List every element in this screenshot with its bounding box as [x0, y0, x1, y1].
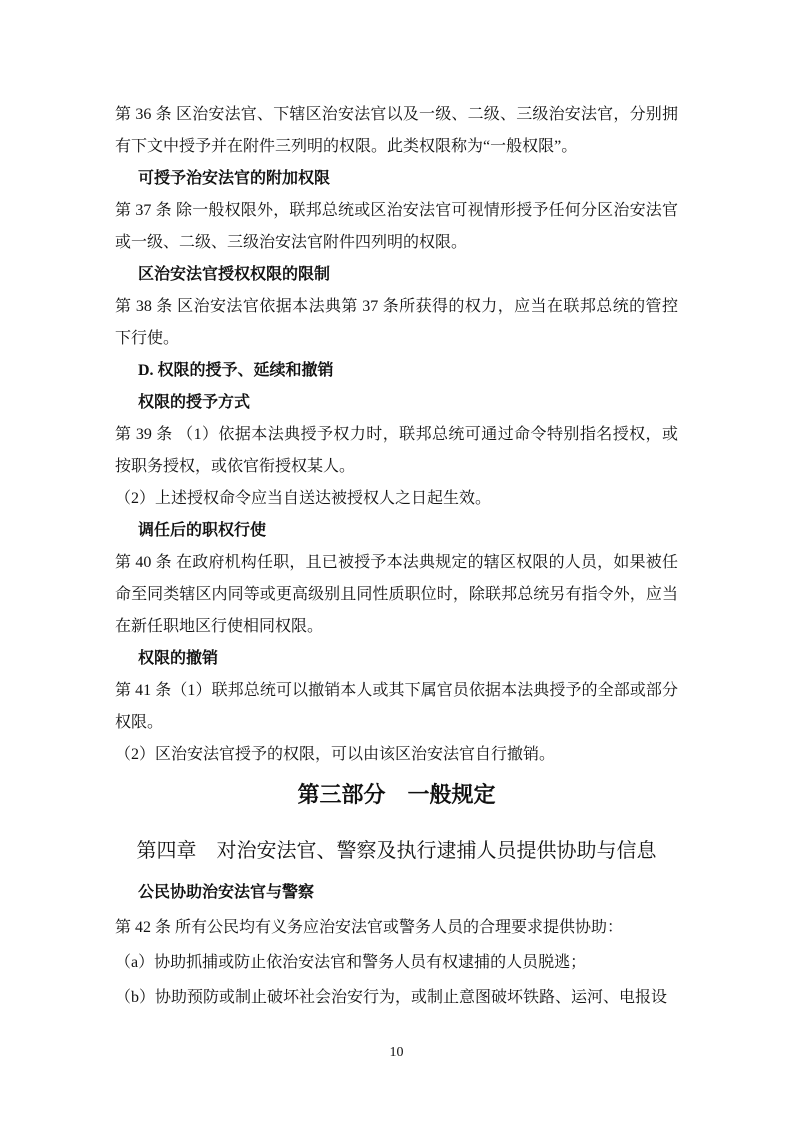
section-heading: 调任后的职权行使	[138, 522, 267, 539]
section-heading: 区治安法官授权权限的限制	[138, 266, 331, 283]
article-paragraph: （2）区治安法官授予的权限，可以由该区治安法官自行撤销。	[115, 746, 556, 763]
article-paragraph: （a）协助抓捕或防止依治安法官和警务人员有权逮捕的人员脱逃；	[115, 954, 587, 971]
section-heading: 可授予治安法官的附加权限	[138, 170, 331, 187]
page-footer	[0, 1044, 793, 1062]
article-paragraph: 第 41 条（1）联邦总统可以撤销本人或其下属官员依据本法典授予的全部或部分权限。	[115, 682, 678, 731]
article-paragraph: 第 42 条 所有公民均有义务应治安法官或警务人员的合理要求提供协助：	[115, 919, 624, 936]
part-title: 第三部分 一般规定	[297, 782, 496, 807]
article-paragraph: 第 40 条 在政府机构任职，且已被授予本法典规定的辖区权限的人员，如果被任命至同类辖区内同等或更高级别且同性质职位时，除联邦总统另有指令外，应当在新任职地区行使相同权限。	[115, 554, 678, 635]
section-heading: D. 权限的授予、延续和撤销	[138, 362, 334, 379]
section-heading: 权限的撤销	[138, 650, 219, 667]
page-number: 10	[389, 1045, 404, 1060]
chapter-title: 第四章 对治安法官、警察及执行逮捕人员提供协助与信息	[136, 840, 657, 862]
article-paragraph: 第 39 条 （1）依据本法典授予权力时，联邦总统可通过命令特别指名授权，或按职务授权，或依官衔授权某人。	[115, 426, 678, 475]
article-paragraph: （b）协助预防或制止破坏社会治安行为，或制止意图破坏铁路、运河、电报设	[115, 989, 668, 1006]
document-body	[115, 99, 678, 1014]
section-heading: 公民协助治安法官与警察	[138, 884, 315, 901]
article-paragraph: 第 37 条 除一般权限外，联邦总统或区治安法官可视情形授予任何分区治安法官或一级、二级、三级治安法官附件四列明的权限。	[115, 202, 678, 251]
article-paragraph: 第 38 条 区治安法官依据本法典第 37 条所获得的权力，应当在联邦总统的管控下行使。	[115, 298, 678, 347]
section-heading: 权限的授予方式	[138, 394, 251, 411]
article-paragraph: （2）上述授权命令应当自送达被授权人之日起生效。	[115, 490, 492, 507]
article-paragraph: 第 36 条 区治安法官、下辖区治安法官以及一级、二级、三级治安法官，分别拥有下文中授予并在附件三列明的权限。此类权限称为“一般权限”。	[115, 106, 678, 155]
